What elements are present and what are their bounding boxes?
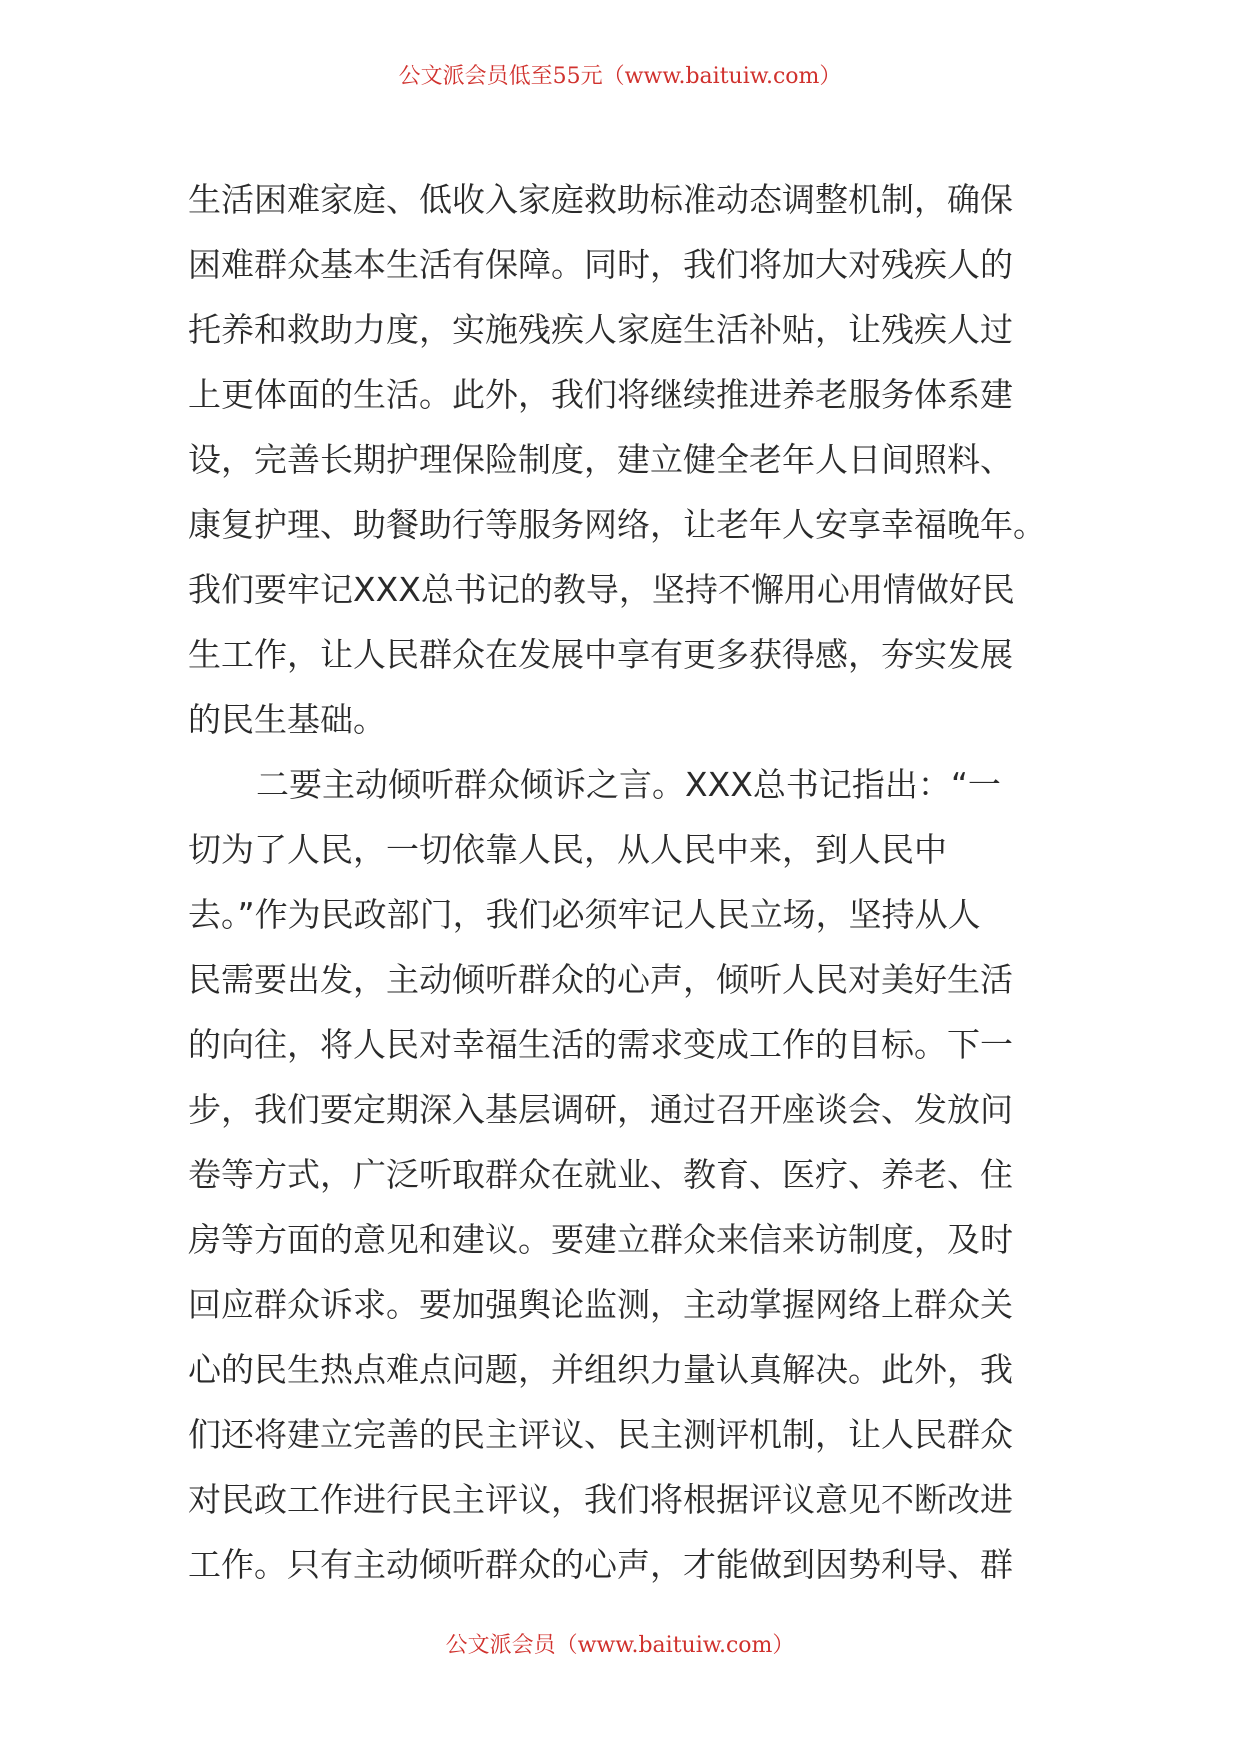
footer-promo-link[interactable]: 公文派会员（www.baituiw.com） — [445, 1633, 795, 1658]
body-line: 去。”作为民政部门，我们必须牢记人民立场，坚持从人 — [188, 895, 981, 934]
body-line: 康复护理、助餐助行等服务网络，让老年人安享幸福晚年。 — [188, 505, 1046, 544]
body-line: 生工作，让人民群众在发展中享有更多获得感，夯实发展 — [188, 635, 1013, 674]
body-line: 卷等方式，广泛听取群众在就业、教育、医疗、养老、住 — [188, 1155, 1013, 1194]
body-line: 工作。只有主动倾听群众的心声，才能做到因势利导、群 — [188, 1545, 1013, 1584]
body-line: 们还将建立完善的民主评议、民主测评机制，让人民群众 — [188, 1415, 1013, 1454]
body-line: 的向往，将人民对幸福生活的需求变成工作的目标。下一 — [188, 1025, 1013, 1064]
body-line: 上更体面的生活。此外，我们将继续推进养老服务体系建 — [188, 375, 1013, 414]
paragraph-start-line: 二要主动倾听群众倾诉之言。XXX总书记指出：“一 — [256, 765, 1001, 804]
body-line: 回应群众诉求。要加强舆论监测，主动掌握网络上群众关 — [188, 1285, 1013, 1324]
body-line: 生活困难家庭、低收入家庭救助标准动态调整机制，确保 — [188, 180, 1013, 219]
body-line: 我们要牢记XXX总书记的教导，坚持不懈用心用情做好民 — [188, 570, 1015, 609]
body-line: 民需要出发，主动倾听群众的心声，倾听人民对美好生活 — [188, 960, 1013, 999]
header-promo-link[interactable]: 公文派会员低至55元（www.baituiw.com） — [398, 64, 842, 89]
body-line: 设，完善长期护理保险制度，建立健全老年人日间照料、 — [188, 440, 1013, 479]
body-line: 心的民生热点难点问题，并组织力量认真解决。此外，我 — [188, 1350, 1013, 1389]
body-line: 步，我们要定期深入基层调研，通过召开座谈会、发放问 — [188, 1090, 1013, 1129]
document-body — [188, 167, 1048, 1597]
body-line: 的民生基础。 — [188, 700, 386, 739]
body-line: 对民政工作进行民主评议，我们将根据评议意见不断改进 — [188, 1480, 1013, 1519]
body-line: 困难群众基本生活有保障。同时，我们将加大对残疾人的 — [188, 245, 1013, 284]
body-line: 托养和救助力度，实施残疾人家庭生活补贴，让残疾人过 — [188, 310, 1013, 349]
body-line: 切为了人民，一切依靠人民，从人民中来，到人民中 — [188, 830, 947, 869]
body-line: 房等方面的意见和建议。要建立群众来信来访制度，及时 — [188, 1220, 1013, 1259]
